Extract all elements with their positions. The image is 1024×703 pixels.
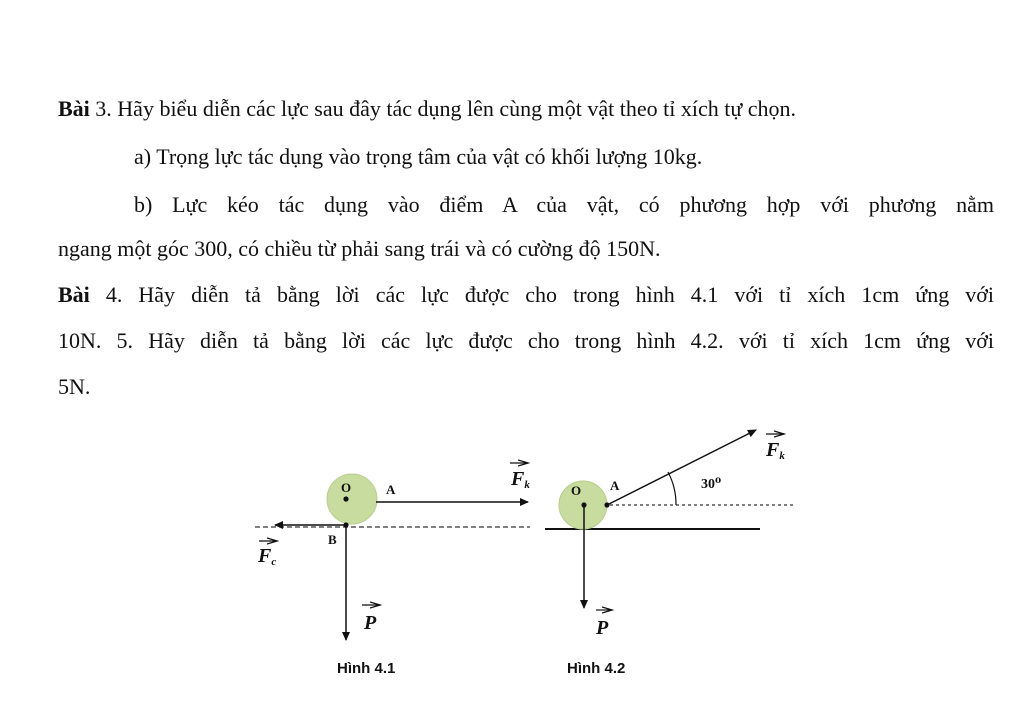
figure-4-1 — [255, 463, 530, 677]
label-angle: 30⁰ — [701, 477, 722, 492]
label-a: A — [386, 482, 396, 497]
label-p: P — [364, 612, 377, 634]
force-fk-arrow — [607, 430, 756, 505]
label-o: O — [571, 483, 582, 498]
point-o — [343, 496, 348, 501]
label-b: B — [328, 532, 337, 547]
angle-arc — [668, 472, 676, 505]
bai3-item-b-line2: ngang một góc 300, có chiều từ phải sang trái và có cường độ 150N. — [58, 236, 661, 261]
bai3-label: Bài — [58, 96, 90, 121]
bai4-line1-text: 4. Hãy diễn tả bằng lời các lực được cho trong hình 4.1 với tỉ xích 1cm ứng với — [89, 282, 994, 307]
label-p: P — [596, 617, 609, 639]
caption-4-1: Hình 4.1 — [337, 660, 396, 677]
bai3-item-a: a) Trọng lực tác dụng vào trọng tâm của vật có khối lượng 10kg. — [134, 144, 703, 169]
label-fk: Fk — [511, 468, 530, 491]
label-fk: Fk — [766, 439, 785, 462]
bai4-line3: 5N. — [58, 374, 91, 399]
figure-4-2 — [545, 430, 795, 677]
bai4-line2: 10N. 5. Hãy diễn tả bằng lời các lực được cho trong hình 4.2. với tỉ xích 1cm ứng với — [58, 328, 994, 353]
bai3-item-b-line1: b) Lực kéo tác dụng vào điểm A của vật, có phương hợp với phương nằm — [134, 192, 994, 217]
bai3-title-text: 3. Hãy biểu diễn các lực sau đây tác dụng lên cùng một vật theo tỉ xích tự chọn. — [89, 96, 797, 121]
label-a: A — [610, 478, 620, 493]
label-fc: Fc — [258, 545, 277, 568]
bai4-label: Bài — [58, 282, 90, 307]
body-ball — [327, 474, 377, 524]
caption-4-2: Hình 4.2 — [567, 660, 626, 677]
label-o: O — [341, 480, 352, 495]
